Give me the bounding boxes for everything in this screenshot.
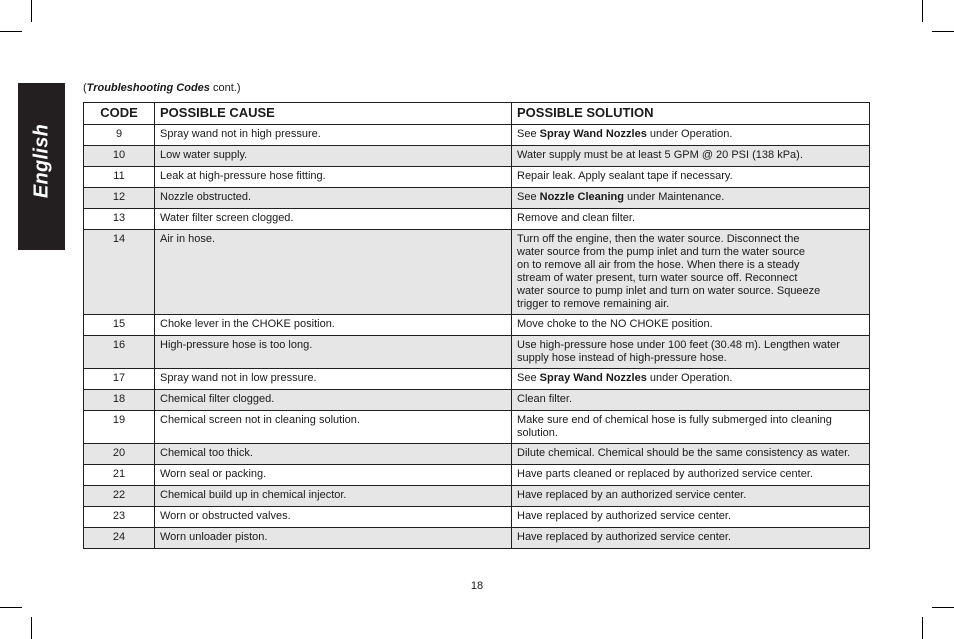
cell-cause: Chemical filter clogged. xyxy=(155,390,512,411)
solution-text: Have replaced by an authorized service center. xyxy=(517,489,747,501)
crop-mark xyxy=(31,617,32,639)
table-row xyxy=(84,125,870,146)
cell-cause: Worn or obstructed valves. xyxy=(155,507,512,528)
solution-text: Remove and clean filter. xyxy=(517,212,636,224)
cell-solution xyxy=(512,528,870,549)
cell-code: 19 xyxy=(84,411,155,444)
crop-mark xyxy=(922,617,923,639)
table-body xyxy=(84,125,870,549)
cell-cause: Chemical screen not in cleaning solution. xyxy=(155,411,512,444)
solution-text: stream of water present, turn water source off. Reconnect xyxy=(517,272,798,284)
cell-code: 10 xyxy=(84,146,155,167)
solution-text: See xyxy=(517,128,540,140)
solution-text: Make sure end of chemical hose is fully submerged into cleaning xyxy=(517,414,832,426)
cell-solution xyxy=(512,315,870,336)
cell-solution xyxy=(512,486,870,507)
cell-cause: Water filter screen clogged. xyxy=(155,209,512,230)
cell-code: 22 xyxy=(84,486,155,507)
troubleshooting-codes-table xyxy=(83,102,870,549)
solution-text: Have replaced by authorized service center. xyxy=(517,531,732,543)
cell-solution xyxy=(512,411,870,444)
header-possible-solution: POSSIBLE SOLUTION xyxy=(512,103,870,125)
crop-mark xyxy=(932,607,954,608)
caption-title: Troubleshooting Codes xyxy=(86,82,210,94)
language-tab xyxy=(18,83,65,250)
cell-code: 12 xyxy=(84,188,155,209)
solution-text: under Operation. xyxy=(646,372,733,384)
solution-text: solution. xyxy=(517,427,558,439)
table-row xyxy=(84,336,870,369)
table-row xyxy=(84,146,870,167)
solution-text: Dilute chemical. Chemical should be the same consistency as water. xyxy=(517,447,851,459)
solution-text: under Operation. xyxy=(646,128,733,140)
cell-cause: Low water supply. xyxy=(155,146,512,167)
cell-cause: Air in hose. xyxy=(155,230,512,315)
solution-text: under Maintenance. xyxy=(623,191,725,203)
table-header-row xyxy=(84,103,870,125)
cell-code: 11 xyxy=(84,167,155,188)
cell-cause: Worn seal or packing. xyxy=(155,465,512,486)
crop-mark xyxy=(922,0,923,22)
table-row xyxy=(84,369,870,390)
page-number: 18 xyxy=(470,580,484,592)
cell-code: 17 xyxy=(84,369,155,390)
cell-solution xyxy=(512,444,870,465)
solution-text: Clean filter. xyxy=(517,393,573,405)
cell-code: 15 xyxy=(84,315,155,336)
solution-text: Water supply must be at least 5 GPM @ 20 PSI (138 kPa). xyxy=(517,149,803,161)
solution-text: water source to pump inlet and turn on water source. Squeeze xyxy=(517,285,821,297)
table-row xyxy=(84,444,870,465)
cell-solution xyxy=(512,465,870,486)
solution-text: See xyxy=(517,191,540,203)
cell-cause: Spray wand not in high pressure. xyxy=(155,125,512,146)
table-row xyxy=(84,528,870,549)
table-row xyxy=(84,465,870,486)
cell-cause: Worn unloader piston. xyxy=(155,528,512,549)
solution-text: water source from the pump inlet and turn the water source xyxy=(517,246,805,258)
cell-cause: Nozzle obstructed. xyxy=(155,188,512,209)
table-row xyxy=(84,167,870,188)
solution-text: Use high-pressure hose under 100 feet (30.48 m). Lengthen water xyxy=(517,339,840,351)
cell-code: 9 xyxy=(84,125,155,146)
solution-text: Turn off the engine, then the water source. Disconnect the xyxy=(517,233,800,245)
solution-text: trigger to remove remaining air. xyxy=(517,298,670,310)
cell-solution xyxy=(512,188,870,209)
cell-code: 24 xyxy=(84,528,155,549)
solution-reference: Nozzle Cleaning xyxy=(539,191,624,203)
cell-solution xyxy=(512,146,870,167)
cell-solution xyxy=(512,369,870,390)
table-row xyxy=(84,230,870,315)
caption-rest: cont.) xyxy=(209,82,241,94)
cell-code: 23 xyxy=(84,507,155,528)
table-caption xyxy=(83,82,241,94)
cell-code: 20 xyxy=(84,444,155,465)
cell-cause: Choke lever in the CHOKE position. xyxy=(155,315,512,336)
cell-code: 21 xyxy=(84,465,155,486)
header-code: CODE xyxy=(84,103,155,125)
solution-reference: Spray Wand Nozzles xyxy=(539,372,647,384)
header-possible-cause: POSSIBLE CAUSE xyxy=(155,103,512,125)
table-row xyxy=(84,209,870,230)
table-row xyxy=(84,507,870,528)
solution-reference: Spray Wand Nozzles xyxy=(539,128,647,140)
cell-cause: Spray wand not in low pressure. xyxy=(155,369,512,390)
cell-code: 18 xyxy=(84,390,155,411)
cell-solution xyxy=(512,390,870,411)
cell-solution xyxy=(512,230,870,315)
cell-solution xyxy=(512,125,870,146)
solution-text: Repair leak. Apply sealant tape if necessary. xyxy=(517,170,733,182)
caption-open: ( xyxy=(83,82,87,94)
cell-cause: Chemical too thick. xyxy=(155,444,512,465)
cell-code: 14 xyxy=(84,230,155,315)
solution-text: See xyxy=(517,372,540,384)
table-row xyxy=(84,486,870,507)
cell-solution xyxy=(512,336,870,369)
solution-text: Move choke to the NO CHOKE position. xyxy=(517,318,713,330)
solution-text: on to remove all air from the hose. When there is a steady xyxy=(517,259,800,271)
table-row xyxy=(84,390,870,411)
cell-solution xyxy=(512,167,870,188)
solution-text: Have parts cleaned or replaced by authorized service center. xyxy=(517,468,813,480)
cell-cause: Chemical build up in chemical injector. xyxy=(155,486,512,507)
cell-cause: High-pressure hose is too long. xyxy=(155,336,512,369)
solution-text: supply hose instead of high-pressure hose. xyxy=(517,352,727,364)
crop-mark xyxy=(0,607,22,608)
table-row xyxy=(84,411,870,444)
cell-code: 16 xyxy=(84,336,155,369)
table-row xyxy=(84,188,870,209)
cell-solution xyxy=(512,209,870,230)
crop-mark xyxy=(31,0,32,22)
crop-mark xyxy=(0,31,22,32)
cell-solution xyxy=(512,507,870,528)
crop-mark xyxy=(932,31,954,32)
solution-text: Have replaced by authorized service center. xyxy=(517,510,732,522)
cell-code: 13 xyxy=(84,209,155,230)
language-tab-label: English xyxy=(30,123,52,199)
table-row xyxy=(84,315,870,336)
cell-cause: Leak at high-pressure hose fitting. xyxy=(155,167,512,188)
